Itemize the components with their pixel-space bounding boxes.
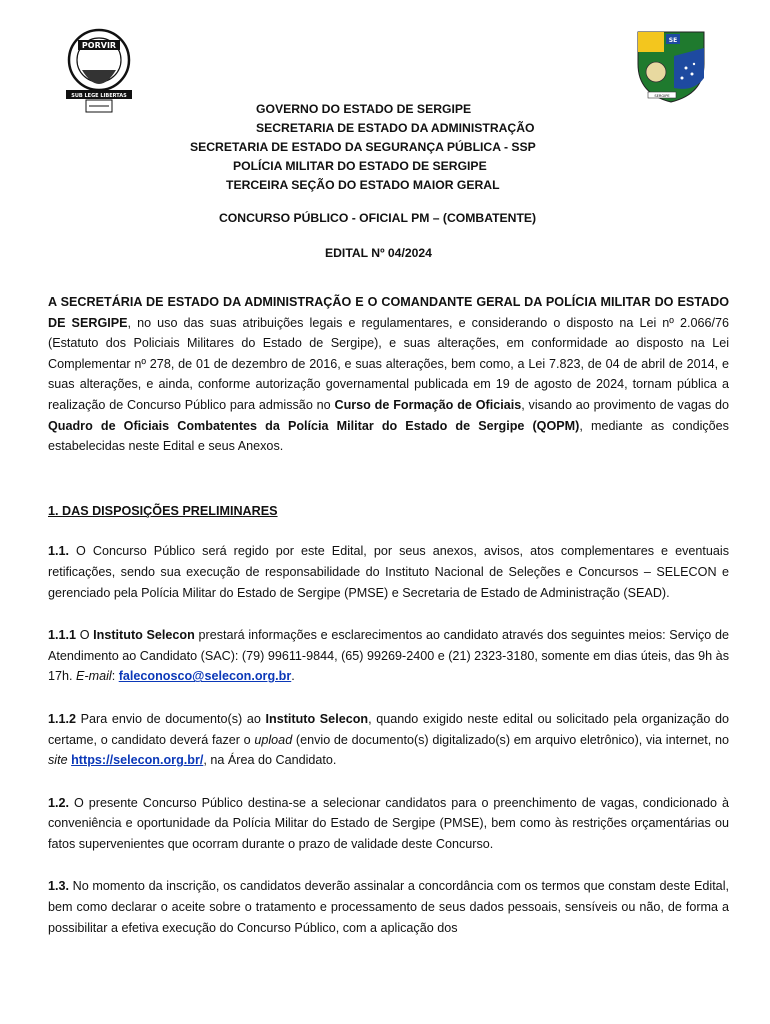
section-title-disposicoes: 1. DAS DISPOSIÇÕES PRELIMINARES <box>48 503 278 518</box>
document-body <box>48 292 729 938</box>
paragraph-1-1-1: 1.1.1 O Instituto Selecon prestará informações e esclarecimentos ao candidato através dos seguintes meios: Serviço de Atendimento ao Candidato (SAC): (79) 99611-9844, (65) 99269-2400 e (21) 2323-3180, somente em dias úteis, das 9h às 17h. E-mail: faleconosco@selecon.org.br. <box>48 628 729 684</box>
svg-text:SUB LEGE LIBERTAS: SUB LEGE LIBERTAS <box>71 93 127 99</box>
concurso-title: CONCURSO PÚBLICO - OFICIAL PM – (COMBATENTE) <box>219 211 537 225</box>
selecon-site-link[interactable]: https://selecon.org.br/ <box>71 753 204 768</box>
pmse-crest-logo <box>62 20 136 116</box>
edital-number: EDITAL Nº 04/2024 <box>325 246 432 260</box>
email-link[interactable]: faleconosco@selecon.org.br <box>118 669 292 684</box>
header-sead: SECRETARIA DE ESTADO DA ADMINISTRAÇÃO <box>256 121 535 135</box>
sergipe-emblem-logo <box>634 28 708 104</box>
paragraph-1-3: 1.3. No momento da inscrição, os candidatos deverão assinalar a concordância com os termos que constam deste Edital, bem como declarar o aceite sobre o tratamento e processamento de seus dados pessoais, sensíveis ou não, de forma a possibilitar a efetiva execução do Concurso Público, com a aplicação dos <box>48 879 729 935</box>
header-terceira-secao: TERCEIRA SEÇÃO DO ESTADO MAIOR GERAL <box>226 178 500 192</box>
svg-text:PORVIR: PORVIR <box>81 41 117 50</box>
header-governo: GOVERNO DO ESTADO DE SERGIPE <box>256 102 472 116</box>
header-pmse: POLÍCIA MILITAR DO ESTADO DE SERGIPE <box>233 159 487 173</box>
header-ssp: SECRETARIA DE ESTADO DA SEGURANÇA PÚBLICA - SSP <box>190 140 536 154</box>
svg-text:SERGIPE: SERGIPE <box>654 94 670 98</box>
svg-text:SE: SE <box>668 37 678 44</box>
paragraph-1-1-2: 1.1.2 Para envio de documento(s) ao Instituto Selecon, quando exigido neste edital ou solicitado pela organização do certame, o candidato deverá fazer o upload (envio de documento(s) digitalizado(s) em arquivo eletrônico), via internet, no site https://selecon.org.br/, na Área do Candidato. <box>48 711 730 768</box>
paragraph-1-1: 1.1. O Concurso Público será regido por este Edital, por seus anexos, avisos, atos complementares e eventuais retificações, sendo sua execução de responsabilidade do Instituto Nacional de Seleções e Concursos – SELECON e gerenciado pela Polícia Militar do Estado de Sergipe (PMSE) e Secretaria de Estado de Administração (SEAD). <box>48 544 729 600</box>
intro-paragraph: A SECRETÁRIA DE ESTADO DA ADMINISTRAÇÃO E O COMANDANTE GERAL DA POLÍCIA MILITAR DO ESTADO DE SERGIPE, no uso das suas atribuições legais e regulamentares, e considerando o disposto na Lei nº 2.066/76 (Estatuto dos Policiais Militares do Estado de Sergipe), e suas alterações, em conformidade ao disposto na Lei Complementar nº 278, de 01 de dezembro de 2016, e suas alterações, bem como, a Lei 7.823, de 04 de abril de 2014, e suas alterações, e ainda, conforme autorização governamental publicada em 19 de agosto de 2024, tornam pública a realização de Concurso Público para admissão no Curso de Formação de Oficiais, visando ao provimento de vagas do Quadro de Oficiais Combatentes da Polícia Militar do Estado de Sergipe (QOPM), mediante as condições estabelecidas neste Edital e seus Anexos. <box>48 295 729 454</box>
paragraph-1-2: 1.2. O presente Concurso Público destina-se a selecionar candidatos para o preenchimento de vagas, condicionado à conveniência e oportunidade da Polícia Militar do Estado de Sergipe (PMSE), bem como às restrições orçamentárias ou fatos supervenientes que ocorram durante o prazo de validade deste Concurso. <box>48 795 729 851</box>
